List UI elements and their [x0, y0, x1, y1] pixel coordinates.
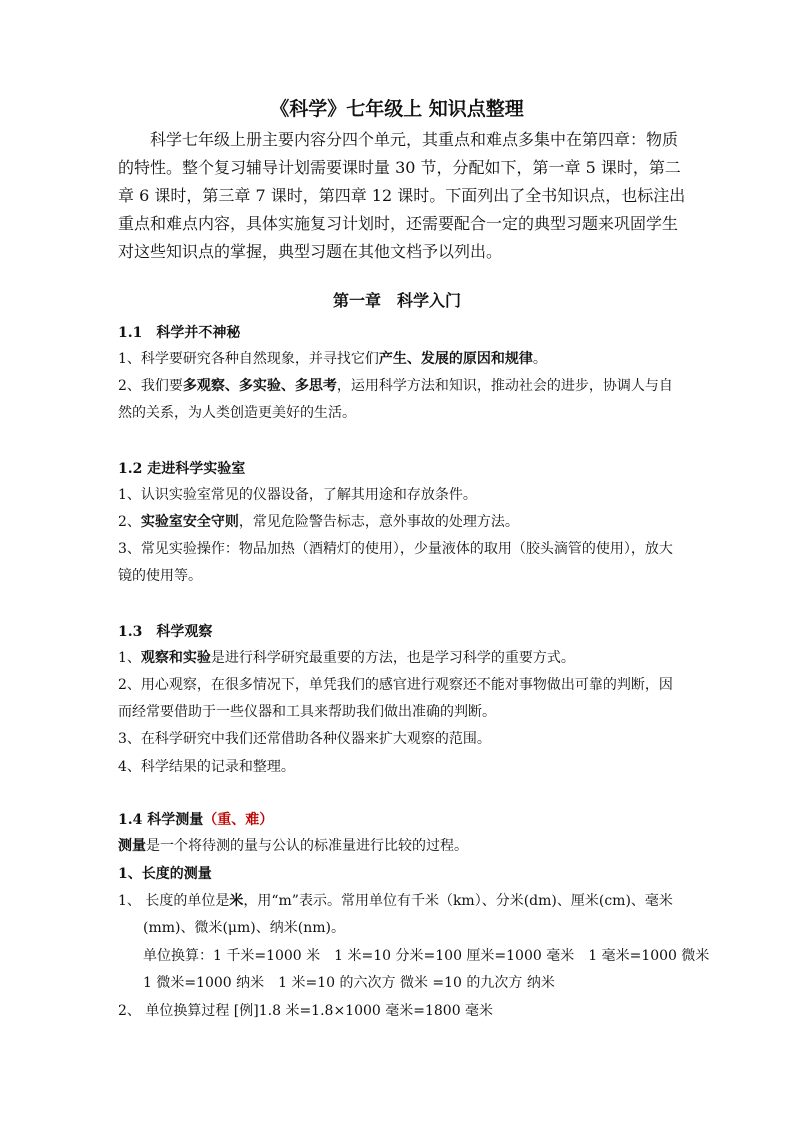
- difficulty-tag: （重、难）: [203, 812, 274, 828]
- section-1-2-item-3: 3、常见实验操作：物品加热（酒精灯的使用），少量液体的取用（胶头滴管的使用），放大: [118, 541, 673, 557]
- length-item-1-cont: (mm)、微米(μm)、纳米(nm)。: [143, 920, 345, 936]
- intro-line-2: 的特性。整个复习辅导计划需要课时量 30 节，分配如下，第一章 5 课时，第二: [118, 158, 681, 177]
- section-1-3-item-3: 3、在科学研究中我们还常借助各种仪器来扩大观察的范围。: [118, 731, 491, 747]
- section-1-3-item-4: 4、科学结果的记录和整理。: [118, 759, 295, 775]
- text: 1、: [118, 650, 141, 666]
- section-1-1-item-2: [118, 375, 673, 395]
- length-item-2: 2、 单位换算过程 [例]1.8 米=1.8×1000 毫米=1800 毫米: [118, 1003, 494, 1019]
- chapter-heading: 第一章 科学入门: [332, 291, 461, 310]
- section-1-2-item-2: [118, 511, 519, 531]
- emphasis: 实验室安全守则: [140, 514, 239, 530]
- section-1-2-item-1: 1、认识实验室常见的仪器设备，了解其用途和存放条件。: [118, 487, 477, 503]
- intro-line-1: 科学七年级上册主要内容分四个单元，其重点和难点多集中在第四章：物质: [150, 130, 679, 149]
- section-1-2-heading: 1.2 走进科学实验室: [118, 461, 246, 477]
- section-1-3-item-1: [118, 647, 575, 667]
- intro-line-4: 重点和难点内容，具体实施复习计划时，还需要配合一定的典型习题来巩固学生: [118, 214, 679, 233]
- text: 2、我们要: [118, 378, 183, 394]
- section-1-1-heading: 1.1 科学并不神秘: [118, 325, 241, 341]
- emphasis: 多观察、多实验、多思考: [182, 378, 337, 394]
- document-title: 《科学》七年级上 知识点整理: [270, 98, 524, 120]
- section-1-4-heading: [118, 809, 273, 829]
- text: 2、: [118, 514, 141, 530]
- section-1-3-item-2-cont: 而经常要借助于一些仪器和工具来帮助我们做出准确的判断。: [118, 704, 496, 720]
- unit-conversion-line-1: 单位换算：1 千米=1000 米 1 米=10 分米=100 厘米=1000 毫米 1 毫米=1000 微米: [143, 948, 710, 964]
- unit-conversion-line-2: 1 微米=1000 纳米 1 米=10 的六次方 微米 =10 的九次方 纳米: [143, 975, 555, 991]
- section-1-1-item-2-cont: 然的关系，为人类创造更美好的生活。: [118, 405, 356, 421]
- text: ，用“m”表示。常用单位有千米（km）、分米(dm)、厘米(cm)、毫米: [243, 893, 673, 909]
- subsection-length-measurement: 1、长度的测量: [118, 866, 212, 882]
- text: 1、 长度的单位是: [118, 893, 230, 909]
- emphasis: 米: [229, 893, 244, 909]
- text: ，常见危险警告标志，意外事故的处理方法。: [238, 514, 519, 530]
- text: 是一个将待测的量与公认的标准量进行比较的过程。: [146, 838, 468, 854]
- heading-text: 1.4 科学测量: [118, 812, 204, 828]
- intro-line-5: 对这些知识点的掌握，典型习题在其他文档予以列出。: [118, 242, 503, 261]
- emphasis: 测量: [118, 838, 146, 854]
- section-1-3-heading: 1.3 科学观察: [118, 624, 213, 640]
- section-1-1-item-1: [118, 348, 547, 368]
- section-1-2-item-3-cont: 镜的使用等。: [118, 568, 202, 584]
- text: 。: [532, 351, 547, 367]
- measurement-definition: [118, 835, 468, 855]
- emphasis: 观察和实验: [140, 650, 211, 666]
- intro-line-3: 章 6 课时，第三章 7 课时，第四章 12 课时。下面列出了全书知识点，也标注出: [118, 186, 686, 205]
- text: ，运用科学方法和知识，推动社会的进步，协调人与自: [336, 378, 673, 394]
- length-item-1: [118, 890, 673, 910]
- text: 1、科学要研究各种自然现象，并寻找它们: [118, 351, 379, 367]
- section-1-3-item-2: 2、用心观察，在很多情况下，单凭我们的感官进行观察还不能对事物做出可靠的判断，因: [118, 677, 673, 693]
- text: 是进行科学研究最重要的方法，也是学习科学的重要方式。: [210, 650, 575, 666]
- emphasis: 产生、发展的原因和规律: [378, 351, 533, 367]
